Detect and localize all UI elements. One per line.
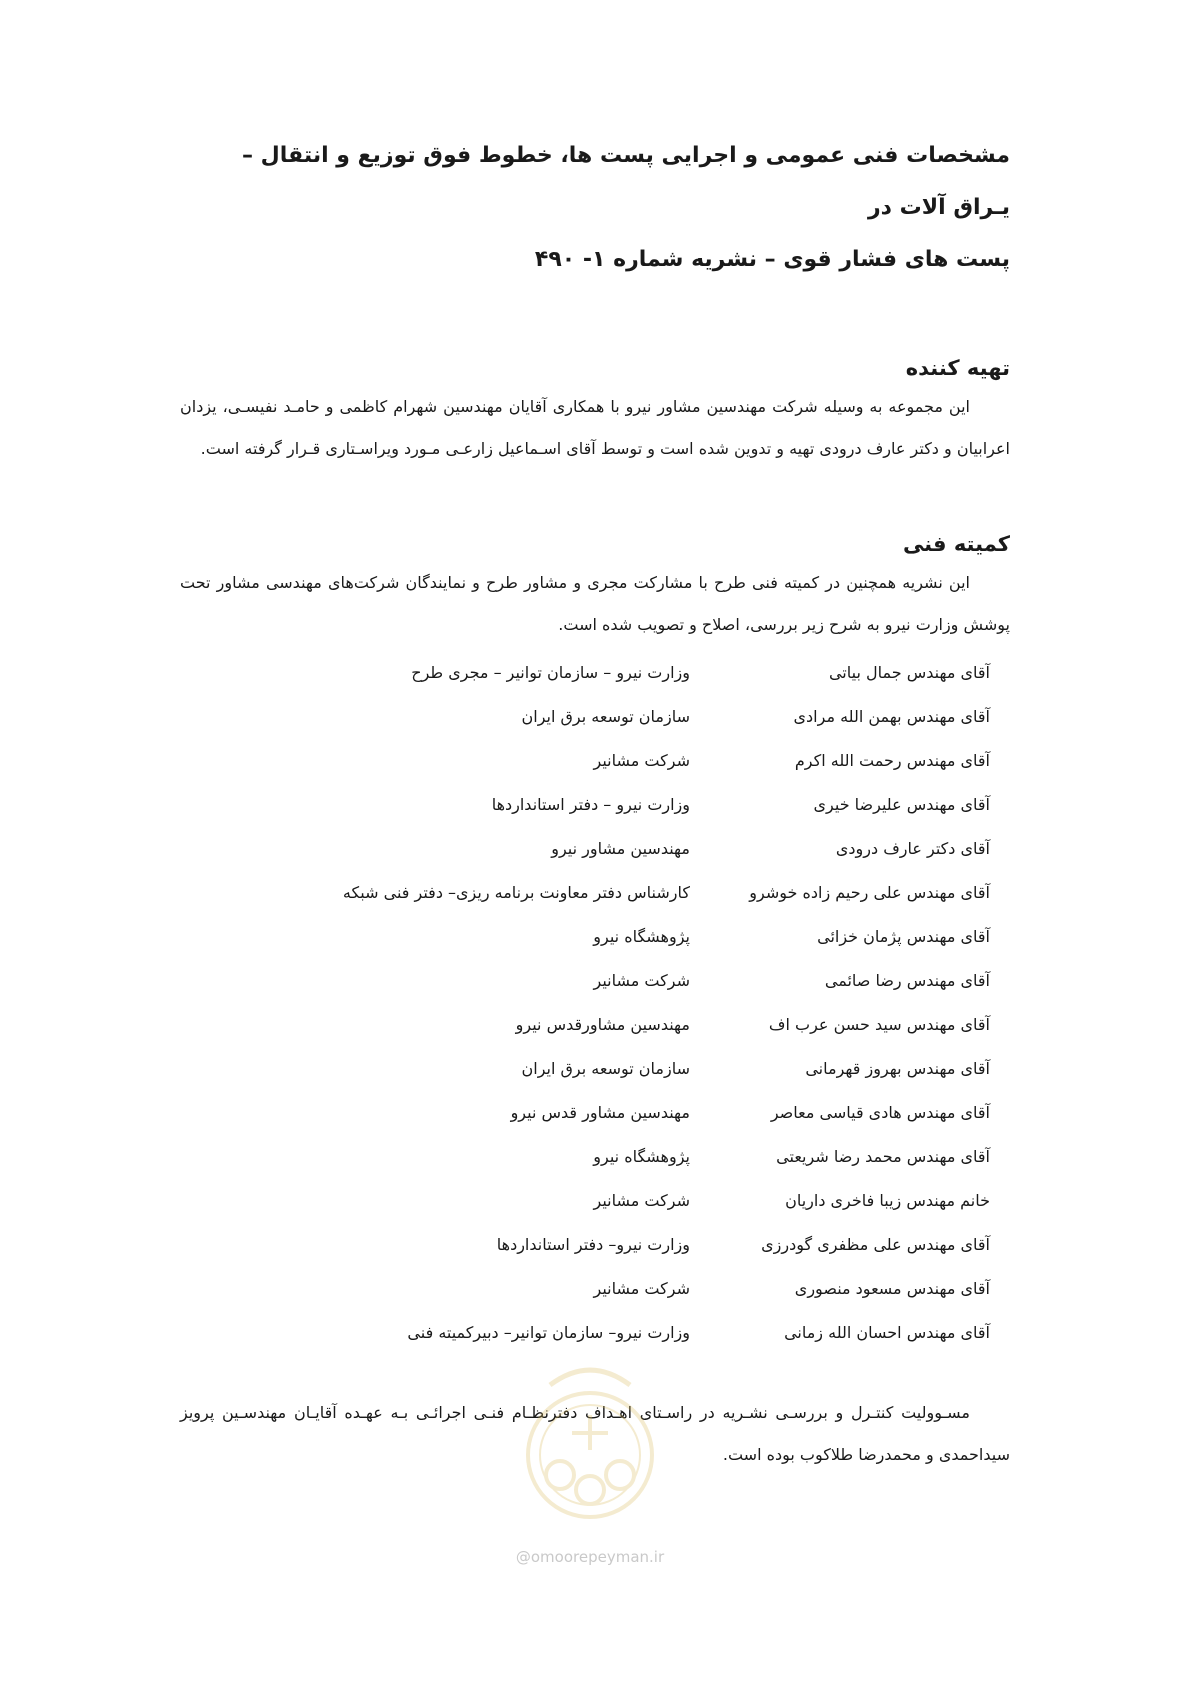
member-name: آقای دکتر عارف درودی [835,838,990,858]
member-organization: وزارت نیرو– سازمان توانیر– دبیرکمیته فنی [407,1322,690,1342]
member-organization: سازمان توسعه برق ایران [521,1058,690,1078]
member-name: آقای مهندس هادی قیاسی معاصر [770,1102,990,1122]
member-organization: پژوهشگاه نیرو [593,1146,690,1166]
preparer-heading: تهیه کننده [905,356,1010,380]
member-row [180,826,1010,870]
document-page [180,130,1010,1476]
member-organization: پژوهشگاه نیرو [593,926,690,946]
member-name: آقای مهندس محمد رضا شریعتی [776,1146,990,1166]
member-row [180,1046,1010,1090]
member-organization: مهندسین مشاور قدس نیرو [510,1102,690,1122]
member-row [180,870,1010,914]
member-organization: مهندسین مشاورقدس نیرو [515,1014,690,1034]
member-name: آقای مهندس احسان الله زمانی [784,1322,990,1342]
member-organization: کارشناس دفتر معاونت برنامه ریزی– دفتر فنی شبکه [342,882,690,902]
member-name: آقای مهندس علیرضا خیری [813,794,990,814]
member-row [180,1090,1010,1134]
member-organization: وزارت نیرو – سازمان توانیر – مجری طرح [411,662,690,682]
member-name: آقای مهندس جمال بیاتی [828,662,990,682]
member-row [180,738,1010,782]
preparer-paragraph: این مجموعه به وسیله شرکت مهندسین مشاور نیرو با همکاری آقایان مهندسین شهرام کاظمی و حامـد نفیسـی، یزدان اعرابیان و دکتر عارف درودی تهیه و تدوین شده است و توسط آقای اسـماعیل زارعـی مـورد ویراسـتاری قـرار گرفته است. [180,397,1010,458]
member-row [180,1002,1010,1046]
member-organization: مهندسین مشاور نیرو [551,838,690,858]
member-name: آقای مهندس علی مظفری گودرزی [761,1234,990,1254]
member-row [180,1222,1010,1266]
member-name: آقای مهندس رحمت الله اکرم [794,750,990,770]
member-organization: شرکت مشانیر [593,1278,690,1298]
committee-intro: این نشریه همچنین در کمیته فنی طرح با مشارکت مجری و مشاور طرح و نمایندگان شرکت‌های مهندسی مشاور تحت پوشش وزارت نیرو به شرح زیر بررسی، اصلاح و تصویب شده است. [180,573,1010,634]
member-row [180,694,1010,738]
title-line-1: مشخصات فنی عمومی و اجرایی پست ها، خطوط فوق توزیع و انتقال – یـراق آلات در [242,143,1010,220]
member-name: آقای مهندس مسعود منصوری [794,1278,990,1298]
member-row [180,1266,1010,1310]
member-organization: شرکت مشانیر [593,1190,690,1210]
member-row [180,1178,1010,1222]
committee-heading: کمیته فنی [902,532,1010,556]
member-organization: شرکت مشانیر [593,970,690,990]
responsibility-paragraph: مسـوولیت کنتـرل و بررسـی نشـریه در راسـتای اهـداف دفترنظـام فنـی اجرائـی بـه عهـده آقایـان مهندسـین پرویز سیداحمدی و محمدرضا طلاکوب بوده است. [180,1403,1010,1464]
member-row [180,782,1010,826]
member-name: آقای مهندس رضا صائمی [824,970,990,990]
member-row [180,914,1010,958]
committee-member-list [180,650,1010,1354]
member-name: آقای مهندس بهروز قهرمانی [805,1058,990,1078]
member-name: آقای مهندس بهمن الله مرادی [793,706,990,726]
member-organization: وزارت نیرو– دفتر استانداردها [496,1234,690,1254]
member-name: آقای مهندس علی رحیم زاده خوشرو [749,882,990,902]
member-name: آقای مهندس پژمان خزائی [817,926,990,946]
member-organization: شرکت مشانیر [593,750,690,770]
document-title [180,130,1010,286]
member-row [180,958,1010,1002]
member-name: خانم مهندس زیبا فاخری داریان [785,1190,990,1210]
member-organization: وزارت نیرو – دفتر استانداردها [491,794,690,814]
member-row [180,650,1010,694]
member-organization: سازمان توسعه برق ایران [521,706,690,726]
member-row [180,1134,1010,1178]
watermark-url: @omoorepeyman.ir [515,1548,665,1566]
watermark-logo-icon [490,1345,690,1545]
title-line-2: پست های فشار قوی – نشریه شماره ۱- ۴۹۰ [534,247,1010,272]
member-name: آقای مهندس سید حسن عرب اف [768,1014,990,1034]
